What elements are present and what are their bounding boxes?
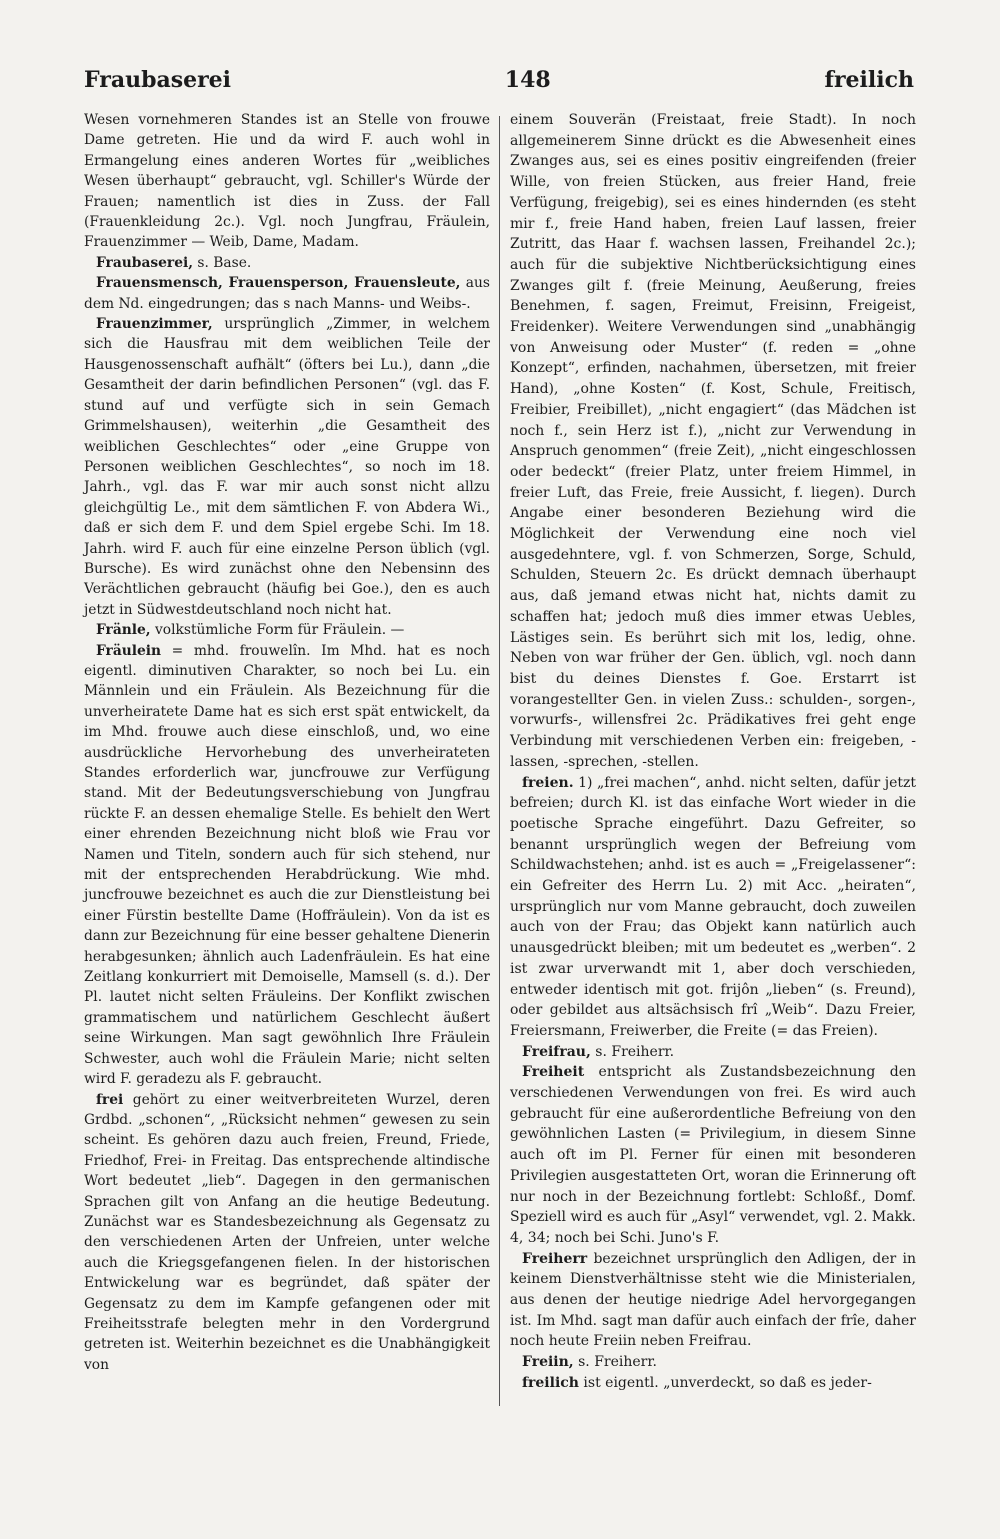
entry-text: s. Freiherr.: [573, 1354, 657, 1371]
dictionary-entry: [84, 253, 490, 273]
dictionary-entry: [84, 273, 490, 314]
entry-headword: Frauensmensch, Frauensperson, Frauensleute,: [96, 275, 461, 292]
header-left-catchword: Fraubaserei: [84, 67, 232, 93]
entry-text: = mhd. frouwelîn. Im Mhd. hat es noch eigentl. diminutiven Charakter, so noch bei Lu. ein Männlein und ein Fräulein. Als Bezeichnung für die unverheiratete Dame hat es sich erst spät entwickelt, da im Mhd. frouwe auch diese einschloß, und, wo eine ausdrückliche Hervorhebung des unverheirateten Standes erforderlich war, juncfrouwe zur Verfügung stand. Mit der Bedeutungsverschiebung von Jungfrau rückte F. an dessen ehemalige Stelle. Es behielt den Wert einer ehrenden Bezeichnung nicht bloß wie Frau vor Namen und Titeln, sondern auch für sich stehend, nur mit der entsprechenden Herabdrückung. Wie mhd. juncfrouwe bezeichnet es auch die zur Dienstleistung bei einer Fürstin bestellte Dame (Hoffräulein). Von da ist es dann zur Bezeichnung für eine besser gehaltene Dienerin herabgesunken; ähnlich auch Ladenfräulein. Es hat eine Zeitlang konkurriert mit Demoiselle, Mamsell (s. d.). Der Pl. lautet nicht selten Fräuleins. Der Konflikt zwischen grammatischem und natürlichem Geschlecht äußert seine Wirkungen. Man sagt gewöhnlich Ihre Fräulein Schwester, auch wohl die Fräulein Marie; nicht selten wird F. geradezu als F. gebraucht.: [84, 642, 490, 1088]
entry-text: s. Base.: [193, 254, 252, 271]
entry-text: volkstümliche Form für Fräulein. —: [150, 622, 405, 639]
entry-text: 1) „frei machen“, anhd. nicht selten, dafür jetzt befreien; durch Kl. ist das einfache Wort wieder in die poetische Sprache eingeführt. Dazu Gefreiter, so benannt ursprünglich wegen der Befreiung vom Schildwachstehen; anhd. ist es auch = „Freigelassener“: ein Gefreiter des Herrn Lu. 2) mit Acc. „heiraten“, ursprünglich nur vom Manne gebraucht, doch zuweilen auch von der Frau; das Objekt kann natürlich auch unausgedrückt bleiben; mit um bedeutet es „werben“. 2 ist zwar urverwandt mit 1, aber doch verschieden, entweder identisch mit got. frijôn „lieben“ (s. Freund), oder gebildet aus altsächsisch frî „Weib“. Dazu Freier, Freiersmann, Freiwerber, die Freite (= das Freien).: [510, 774, 916, 1039]
header-right-catchword: freilich: [824, 67, 914, 93]
running-header: [84, 62, 914, 98]
entry-text: ursprünglich „Zimmer, in welchem sich die Hausfrau mit dem weiblichen Teile der Hausgenossenschaft aufhält“ (öfters bei Lu.), dann „die Gesamtheit der darin befindlichen Personen“ (vgl. das F. stund auf und verfügte sich in sein Gemach Grimmelshausen), weiterhin „die Gesamtheit des weiblichen Geschlechtes“ oder „eine Gruppe von Personen weiblichen Geschlechtes“, so noch im 18. Jahrh., vgl. das F. war mir auch sonst nicht allzu gleichgültig Le., mit dem sämtlichen F. von Abdera Wi., daß er sich dem F. und dem Spiel ergebe Schi. Im 18. Jahrh. wird F. auch für eine einzelne Person üblich (vgl. Bursche). Es wird zunächst ohne den Nebensinn des Verächtlichen gebraucht (häufig bei Goe.), den es auch jetzt in Südwestdeutschland noch nicht hat.: [84, 316, 490, 618]
entry-text: bezeichnet ursprünglich den Adligen, der in keinem Dienstverhältnisse steht wie die Ministerialen, aus denen der heutige niedrige Adel hervorgegangen ist. Im Mhd. sagt man dafür auch einfach der frîe, daher noch heute Freiin neben Freifrau.: [510, 1250, 916, 1350]
entry-headword: Frauenzimmer,: [96, 316, 213, 333]
entry-headword: Freifrau,: [522, 1043, 591, 1060]
page-number: 148: [504, 67, 551, 93]
left-column: [84, 110, 490, 1375]
dictionary-entry: [84, 641, 490, 1090]
dictionary-entry: [84, 314, 490, 620]
entry-headword: Freiherr: [522, 1250, 588, 1267]
entry-text: s. Freiherr.: [590, 1043, 675, 1060]
column-divider: [499, 116, 500, 1406]
entry-text: gehört zu einer weitverbreiteten Wurzel, deren Grdbd. „schonen“, „Rücksicht nehmen“ gewesen zu sein scheint. Es gehören dazu auch freien, Freund, Friede, Friedhof, Frei- in Freitag. Das entsprechende altindische Wort bedeutet „lieb“. Dagegen in den germanischen Sprachen gilt von Anfang an die heutige Bedeutung. Zunächst war es Standesbezeichnung als Gegensatz zu den verschiedenen Arten der Unfreien, unter welche auch die Kriegsgefangenen fielen. In der historischen Entwickelung war es begründet, daß später der Gegensatz zu dem im Kampfe gefangenen oder mit Freiheitsstrafe belegten mehr in den Vordergrund getreten ist. Weiterhin bezeichnet es die Unabhängigkeit von: [84, 1091, 490, 1373]
entry-headword: Freiin,: [522, 1354, 574, 1371]
entry-text: Wesen vornehmeren Standes ist an Stelle von frouwe Dame getreten. Hie und da wird F. auch wohl in Ermangelung eines anderen Wortes für „weibliches Wesen überhaupt“ gebraucht, vgl. Schiller's Würde der Frauen; namentlich ist dies in Zuss. der Fall (Frauenkleidung 2c.). Vgl. noch Jungfrau, Fräulein, Frauenzimmer — Weib, Dame, Madam.: [84, 112, 490, 251]
right-column: [510, 110, 916, 1394]
dictionary-entry: [84, 1090, 490, 1376]
continued-paragraph: [510, 110, 916, 773]
continued-paragraph: [84, 110, 490, 253]
entry-headword: Fräulein: [96, 642, 162, 659]
entry-text: ist eigentl. „unverdeckt, so daß es jeder-: [578, 1374, 872, 1391]
dictionary-entry: [84, 620, 490, 640]
dictionary-entry: [510, 773, 916, 1042]
dictionary-entry: [510, 1042, 916, 1063]
dictionary-entry: [510, 1373, 916, 1394]
dictionary-entry: [510, 1352, 916, 1373]
entry-headword: frei: [96, 1091, 124, 1108]
dictionary-entry: [510, 1062, 916, 1248]
entry-headword: Freiheit: [522, 1064, 585, 1081]
entry-text: einem Souverän (Freistaat, freie Stadt). In noch allgemeinerem Sinne drückt es die Abwesenheit eines Zwanges aus, sei es eines positiv eingreifenden (freier Wille, von freien Stücken, aus freier Hand, freie Verfügung, freigebig), sei es eines hindernden (es steht mir f., freie Hand haben, freien Lauf lassen, freier Zutritt, das Haar f. wachsen lassen, Freihandel 2c.); auch für die subjektive Nichtberücksichtigung eines Zwanges gilt f. (freie Meinung, Aeußerung, freies Benehmen, f. sagen, Freimut, Freisinn, Freigeist, Freidenker). Weitere Verwendungen sind „unabhängig von Anweisung oder Muster“ (f. reden = „ohne Konzept“, erfinden, nachahmen, übersetzen, mit freier Hand), „ohne Kosten“ (f. Kost, Schule, Freitisch, Freibier, Freibillet), „nicht engagiert“ (das Mädchen ist noch f., sein Herz ist f.), „nicht zur Verwendung in Anspruch genommen“ (freie Zeit), „nicht eingeschlossen oder bedeckt“ (freier Platz, unter freiem Himmel, in freier Luft, das Freie, freie Aussicht, f. liegen). Durch Angabe einer besonderen Beziehung wird die Möglichkeit der Verwendung eine noch viel ausgedehntere, vgl. f. von Schmerzen, Sorge, Schuld, Schulden, Steuern 2c. Es drückt demnach überhaupt aus, daß jemand etwas nicht hat, nichts damit zu schaffen hat; jedoch muß dies immer etwas Uebles, Lästiges sein. Es berührt sich mit los, ledig, ohne. Neben von war früher der Gen. üblich, vgl. noch dann bist du deines Dienstes f. Goe. Erstarrt ist vorangestellter Gen. in vielen Zuss.: schulden-, sorgen-, vorwurfs-, willensfrei 2c. Prädikatives frei geht enge Verbindung mit verschiedenen Verben ein: freigeben, -lassen, -sprechen, -stellen.: [510, 112, 916, 770]
entry-headword: freien.: [522, 774, 574, 791]
entry-headword: freilich: [522, 1374, 579, 1391]
entry-text: aus dem Nd. eingedrungen; das s nach Manns- und Weibs-.: [84, 275, 490, 312]
entry-text: entspricht als Zustandsbezeichnung den verschiedenen Verwendungen von frei. Es wird auch gebraucht für eine außerordentliche Befreiung von den gewöhnlichen Lasten (= Privilegium, in diesem Sinne auch oft im Pl. Ferner für einen mit besonderen Privilegien ausgestatteten Ort, woran die Erinnerung oft nur noch in der Bezeichnung fortlebt: Schloßf., Domf. Speziell wird es auch für „Asyl“ verwendet, vgl. 2. Makk. 4, 34; noch bei Schi. Juno's F.: [510, 1064, 916, 1246]
entry-headword: Fraubaserei,: [96, 254, 194, 271]
dictionary-entry: [510, 1249, 916, 1353]
entry-headword: Fränle,: [96, 622, 151, 639]
